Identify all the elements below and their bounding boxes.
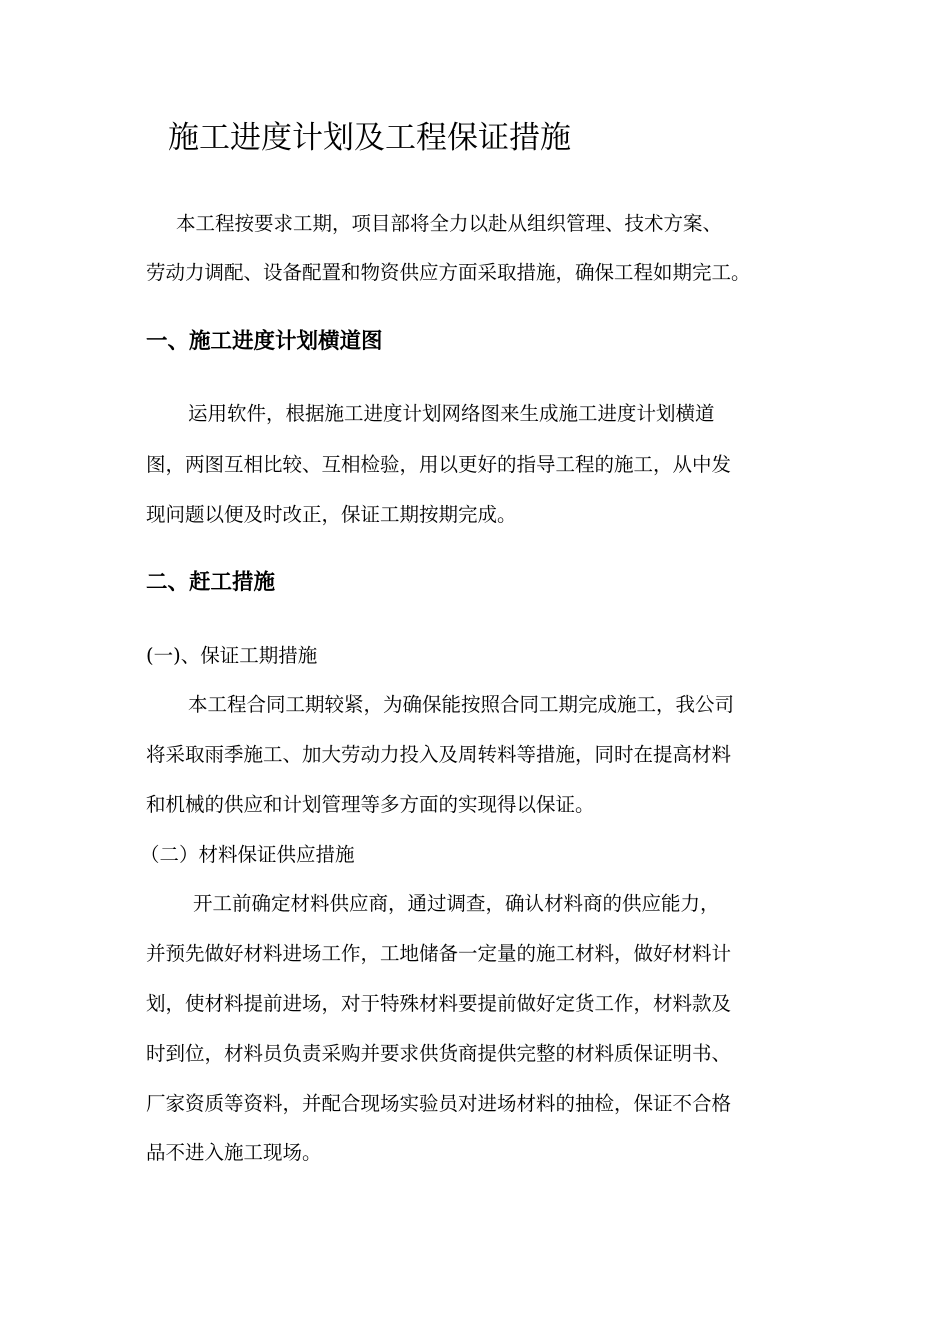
sub1-line: 和机械的供应和计划管理等多方面的实现得以保证。 [146, 793, 595, 816]
document-title: 施工进度计划及工程保证措施 [168, 120, 571, 156]
sub2-line: 并预先做好材料进场工作，工地储备一定量的施工材料，做好材料计 [146, 942, 732, 965]
section-heading-2: 二、赶工措施 [146, 570, 276, 595]
subsection-heading-2: （二）材料保证供应措施 [140, 843, 355, 866]
section1-line: 现问题以便及时改正，保证工期按期完成。 [146, 503, 517, 526]
section1-line: 运用软件，根据施工进度计划网络图来生成施工进度计划横道 [188, 402, 715, 425]
section1-line: 图，两图互相比较、互相检验，用以更好的指导工程的施工，从中发 [146, 453, 732, 476]
subsection-heading-1: (一)、保证工期措施 [146, 644, 318, 667]
sub2-line: 品不进入施工现场。 [146, 1141, 322, 1164]
sub2-line: 厂家资质等资料，并配合现场实验员对进场材料的抽检，保证不合格 [146, 1092, 732, 1115]
sub2-line: 划，使材料提前进场，对于特殊材料要提前做好定货工作，材料款及 [146, 992, 732, 1015]
intro-line: 劳动力调配、设备配置和物资供应方面采取措施，确保工程如期完工。 [146, 261, 751, 284]
sub1-line: 本工程合同工期较紧，为确保能按照合同工期完成施工，我公司 [188, 693, 735, 716]
sub1-line: 将采取雨季施工、加大劳动力投入及周转料等措施，同时在提高材料 [146, 743, 732, 766]
sub2-line: 开工前确定材料供应商，通过调查，确认材料商的供应能力， [193, 892, 720, 915]
section-heading-1: 一、施工进度计划横道图 [146, 329, 383, 354]
intro-line: 本工程按要求工期，项目部将全力以赴从组织管理、技术方案、 [176, 212, 723, 235]
sub2-line: 时到位，材料员负责采购并要求供货商提供完整的材料质保证明书、 [146, 1042, 732, 1065]
